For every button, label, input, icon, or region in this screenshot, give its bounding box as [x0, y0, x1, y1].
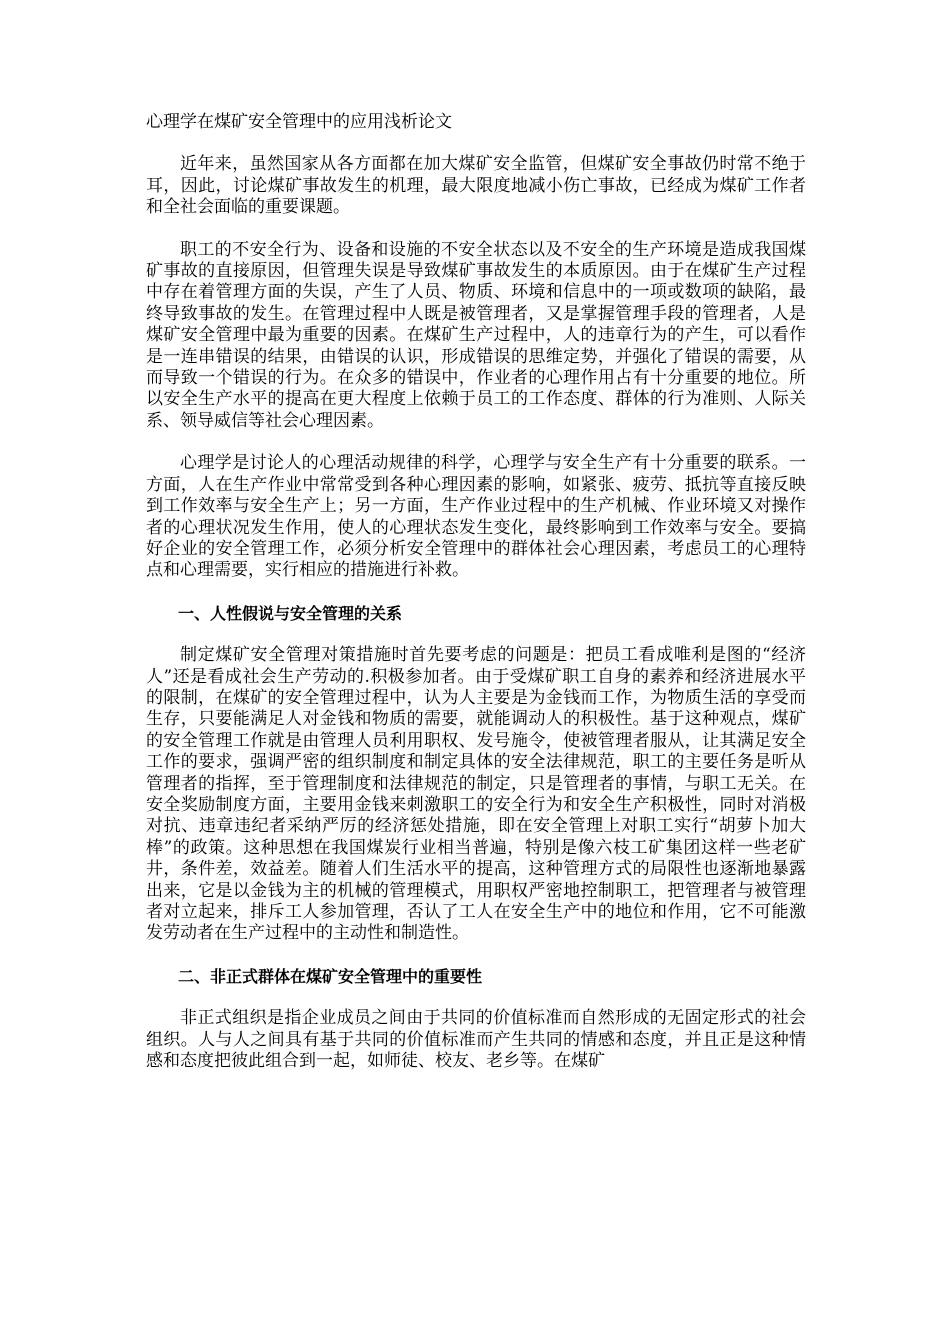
section-heading-2: 二、非正式群体在煤矿安全管理中的重要性	[178, 966, 483, 986]
section-heading-1: 一、人性假说与安全管理的关系	[178, 603, 403, 623]
document-title: 心理学在煤矿安全管理中的应用浅析论文	[146, 112, 452, 132]
paragraph-psychology: 心理学是讨论人的心理活动规律的科学，心理学与安全生产有十分重要的联系。一方面，人在生产作业中常常受到各种心理因素的影响，如紧张、疲劳、抵抗等直接反映到工作效率与安全生产上；另一方面，生产作业过程中的生产机械、作业环境又对操作者的心理状况发生作用，使人的心理状态发生变化，最终影响到工作效率与安全。要搞好企业的安全管理工作，必须分析安全管理中的群体社会心理因素，考虑员工的心理特点和心理需要，实行相应的措施进行补救。	[146, 453, 806, 581]
document-body	[146, 112, 806, 1093]
section-1-paragraph: 制定煤矿安全管理对策措施时首先要考虑的问题是：把员工看成唯利是图的“经济人”还是看成社会生产劳动的.积极参加者。由于受煤矿职工自身的素养和经济进展水平的限制，在煤矿的安全管理过程中，认为人主要是为金钱而工作，为物质生活的享受而生存，只要能满足人对金钱和物质的需要，就能调动人的积极性。基于这种观点，煤矿的安全管理工作就是由管理人员利用职权、发号施令，使被管理者服从，让其满足安全工作的要求，强调严密的组织制度和制定具体的安全法律规范，职工的主要任务是听从管理者的指挥，至于管理制度和法律规范的制定，只是管理者的事情，与职工无关。在安全奖励制度方面，主要用金钱来刺激职工的安全行为和安全生产积极性，同时对消极对抗、违章违纪者采纳严厉的经济惩处措施，即在安全管理上对职工实行“胡萝卜加大棒”的政策。这种思想在我国煤炭行业相当普遍，特别是像六枝工矿集团这样一些老矿井，条件差，效益差。随着人们生活水平的提高，这种管理方式的局限性也逐渐地暴露出来，它是以金钱为主的机械的管理模式，用职权严密地控制职工，把管理者与被管理者对立起来，排斥工人参加管理，否认了工人在安全生产中的地位和作用，它不可能激发劳动者在生产过程中的主动性和制造性。	[146, 645, 806, 944]
paragraph-intro: 近年来，虽然国家从各方面都在加大煤矿安全监管，但煤矿安全事故仍时常不绝于耳，因此，讨论煤矿事故发生的机理，最大限度地减小伤亡事故，已经成为煤矿工作者和全社会面临的重要课题。	[146, 154, 806, 218]
section-2-paragraph: 非正式组织是指企业成员之间由于共同的价值标准而自然形成的无固定形式的社会组织。人与人之间具有基于共同的价值标准而产生共同的情感和态度，并且正是这种情感和态度把彼此组合到一起，如师徒、校友、老乡等。在煤矿	[146, 1008, 806, 1072]
paragraph-causes: 职工的不安全行为、设备和设施的不安全状态以及不安全的生产环境是造成我国煤矿事故的直接原因，但管理失误是导致煤矿事故发生的本质原因。由于在煤矿生产过程中存在着管理方面的失误，产生了人员、物质、环境和信息中的一项或数项的缺陷，最终导致事故的发生。在管理过程中人既是被管理者，又是掌握管理手段的管理者，人是煤矿安全管理中最为重要的因素。在煤矿生产过程中，人的违章行为的产生，可以看作是一连串错误的结果，由错误的认识，形成错误的思维定势，并强化了错误的需要，从而导致一个错误的行为。在众多的错误中，作业者的心理作用占有十分重要的地位。所以安全生产水平的提高在更大程度上依赖于员工的工作态度、群体的行为准则、人际关系、领导威信等社会心理因素。	[146, 239, 806, 431]
